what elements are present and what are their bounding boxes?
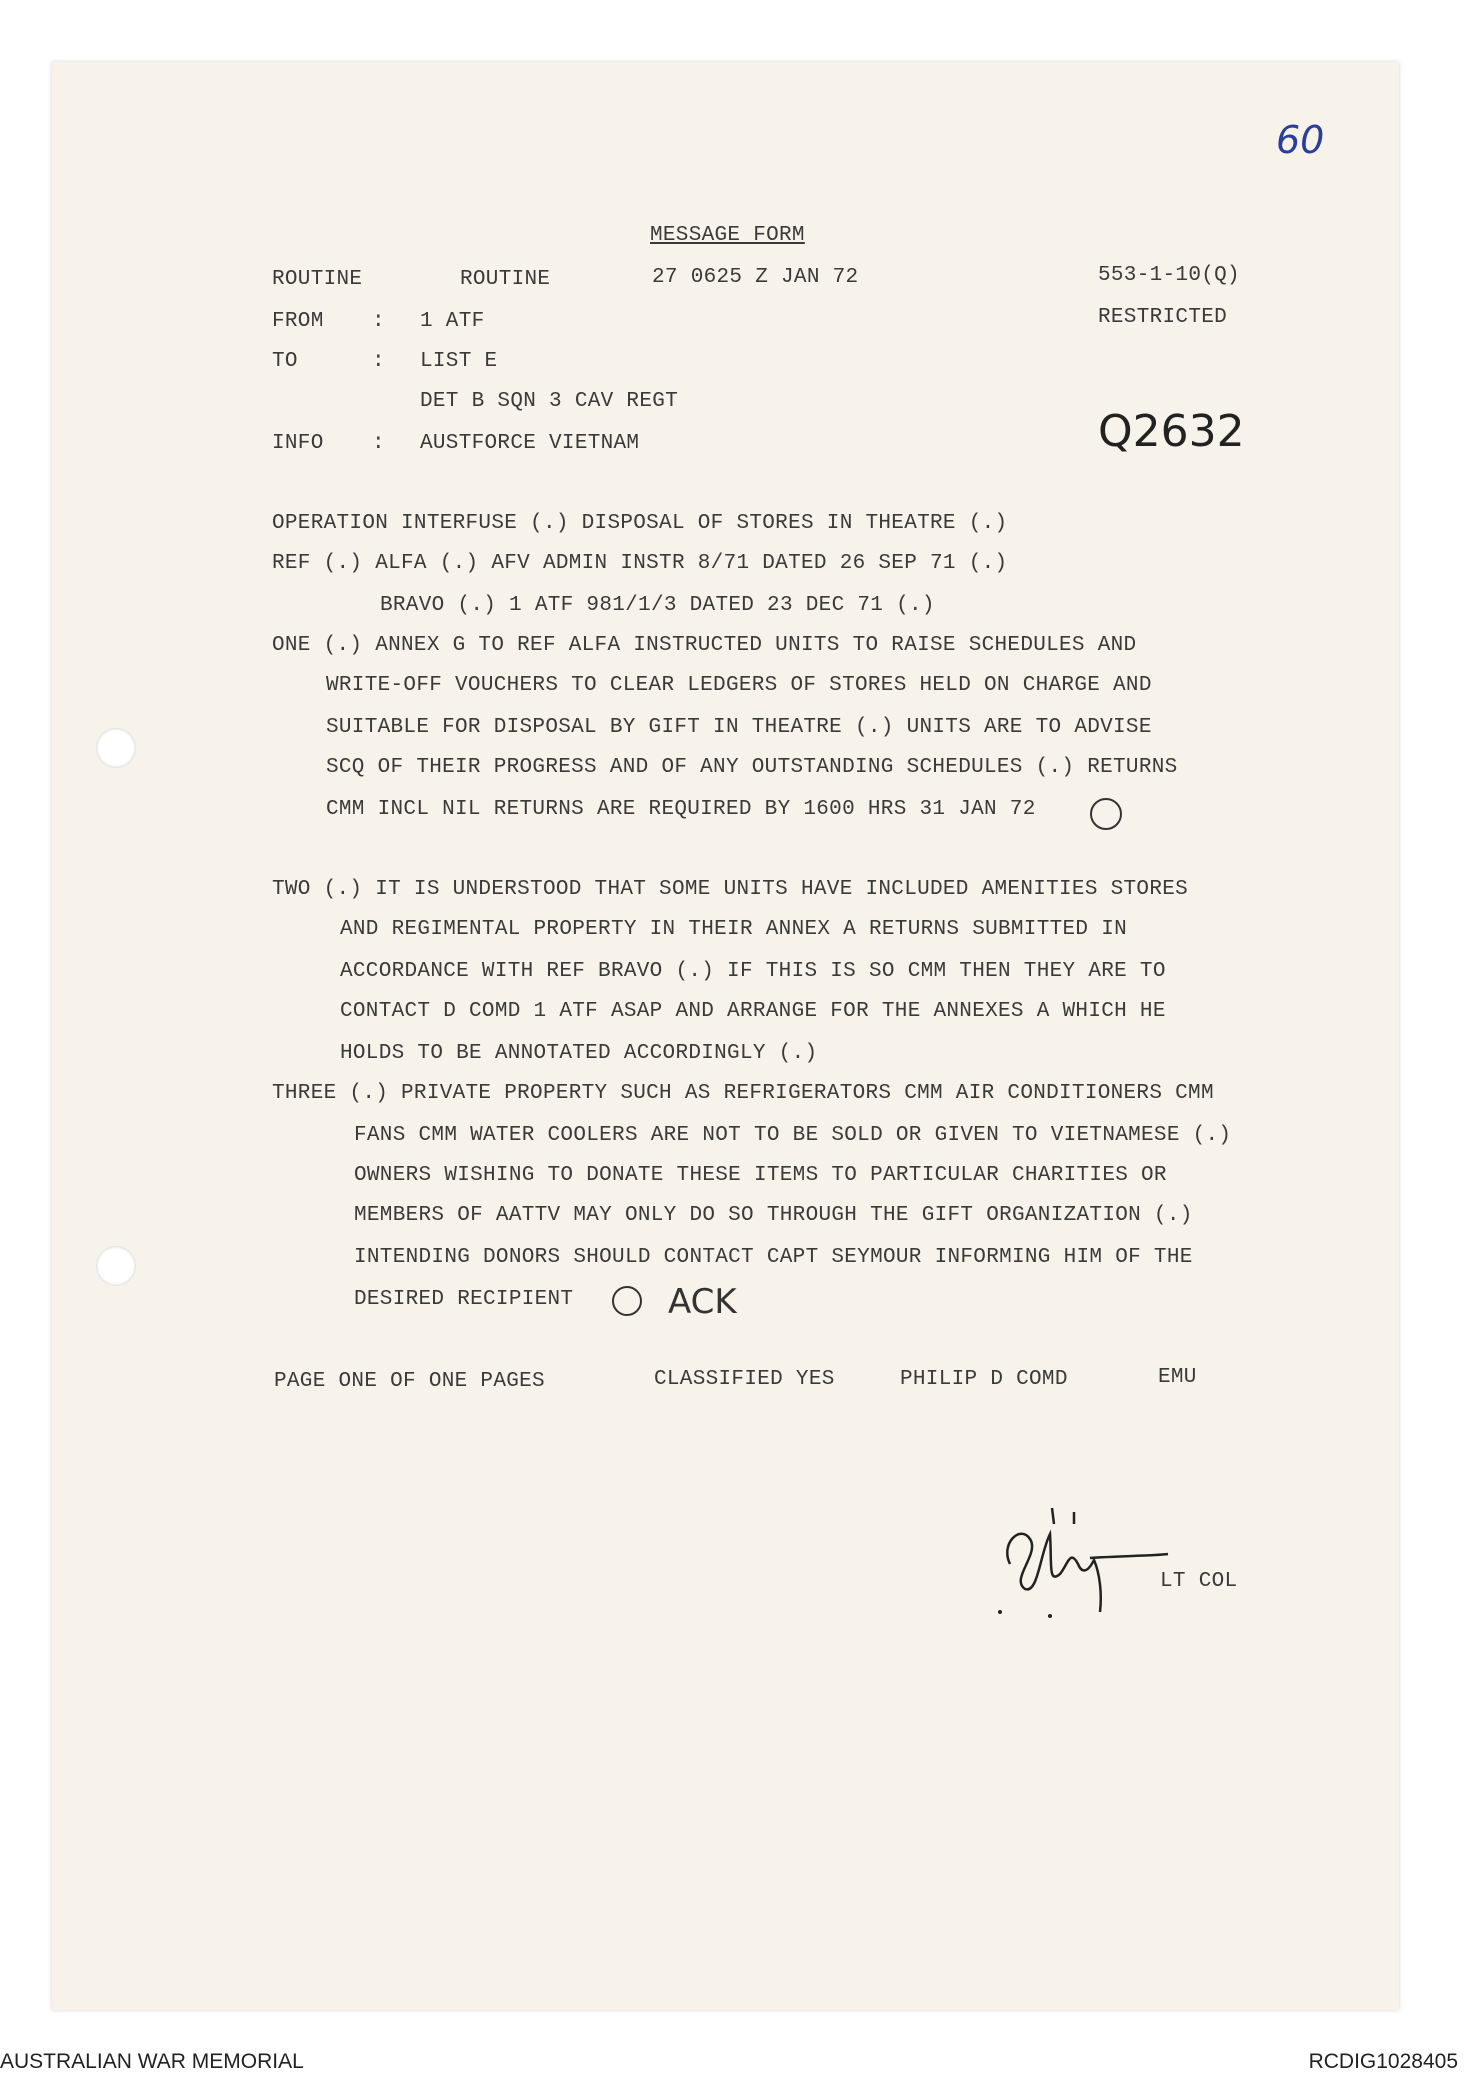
body-line: WRITE-OFF VOUCHERS TO CLEAR LEDGERS OF STORES HELD ON CHARGE AND	[326, 674, 1152, 697]
to-value-2: DET B SQN 3 CAV REGT	[420, 390, 679, 413]
body-line: CONTACT D COMD 1 ATF ASAP AND ARRANGE FOR THE ANNEXES A WHICH HE	[340, 1000, 1166, 1023]
precedence-action: ROUTINE	[272, 268, 363, 291]
to-value: LIST E	[420, 350, 498, 373]
body-line: OPERATION INTERFUSE (.) DISPOSAL OF STORES IN THEATRE (.)	[272, 512, 1008, 535]
form-title: MESSAGE FORM	[650, 224, 805, 247]
signature-rank: LT COL	[1160, 1570, 1238, 1593]
from-label: FROM	[272, 310, 324, 333]
body-line: BRAVO (.) 1 ATF 981/1/3 DATED 23 DEC 71 (.)	[380, 594, 935, 617]
page-count: PAGE ONE OF ONE PAGES	[274, 1370, 545, 1393]
body-line: DESIRED RECIPIENT	[354, 1288, 574, 1311]
handwritten-full-stop-circle	[1090, 798, 1122, 830]
originator: PHILIP D COMD	[900, 1368, 1068, 1391]
body-line: INTENDING DONORS SHOULD CONTACT CAPT SEYMOUR INFORMING HIM OF THE	[354, 1246, 1193, 1269]
info-sep: :	[372, 432, 385, 455]
punch-hole	[96, 728, 136, 768]
classification: RESTRICTED	[1098, 306, 1228, 329]
body-line: THREE (.) PRIVATE PROPERTY SUCH AS REFRIGERATORS CMM AIR CONDITIONERS CMM	[272, 1082, 1214, 1105]
body-line: SUITABLE FOR DISPOSAL BY GIFT IN THEATRE (.) UNITS ARE TO ADVISE	[326, 716, 1152, 739]
archive-id: RCDIG1028405	[1308, 2050, 1458, 2073]
from-sep: :	[372, 310, 385, 333]
body-line: REF (.) ALFA (.) AFV ADMIN INSTR 8/71 DATED 26 SEP 71 (.)	[272, 552, 1008, 575]
body-line: MEMBERS OF AATTV MAY ONLY DO SO THROUGH THE GIFT ORGANIZATION (.)	[354, 1204, 1193, 1227]
serial-number: Q2632	[1098, 406, 1245, 457]
body-line: FANS CMM WATER COOLERS ARE NOT TO BE SOLD OR GIVEN TO VIETNAMESE (.)	[354, 1124, 1232, 1147]
body-line: TWO (.) IT IS UNDERSTOOD THAT SOME UNITS HAVE INCLUDED AMENITIES STORES	[272, 878, 1189, 901]
document-page	[52, 62, 1399, 2010]
body-line: CMM INCL NIL RETURNS ARE REQUIRED BY 1600 HRS 31 JAN 72	[326, 798, 1036, 821]
archive-source: AUSTRALIAN WAR MEMORIAL	[0, 2050, 304, 2073]
body-line: HOLDS TO BE ANNOTATED ACCORDINGLY (.)	[340, 1042, 818, 1065]
signature	[990, 1494, 1170, 1624]
body-line: ACCORDANCE WITH REF BRAVO (.) IF THIS IS SO CMM THEN THEY ARE TO	[340, 960, 1166, 983]
from-value: 1 ATF	[420, 310, 485, 333]
to-label: TO	[272, 350, 298, 373]
code-word: EMU	[1158, 1366, 1197, 1389]
body-line: AND REGIMENTAL PROPERTY IN THEIR ANNEX A RETURNS SUBMITTED IN	[340, 918, 1128, 941]
body-line: ONE (.) ANNEX G TO REF ALFA INSTRUCTED UNITS TO RAISE SCHEDULES AND	[272, 634, 1137, 657]
precedence-info: ROUTINE	[460, 268, 551, 291]
file-reference: 553-1-10(Q)	[1098, 264, 1240, 287]
handwritten-ack: ACK	[668, 1282, 737, 1322]
handwritten-full-stop-circle	[612, 1286, 642, 1316]
info-label: INFO	[272, 432, 324, 455]
to-sep: :	[372, 350, 385, 373]
info-value: AUSTFORCE VIETNAM	[420, 432, 640, 455]
body-line: SCQ OF THEIR PROGRESS AND OF ANY OUTSTANDING SCHEDULES (.) RETURNS	[326, 756, 1178, 779]
date-time-group: 27 0625 Z JAN 72	[652, 266, 859, 289]
body-line: OWNERS WISHING TO DONATE THESE ITEMS TO PARTICULAR CHARITIES OR	[354, 1164, 1167, 1187]
punch-hole	[96, 1246, 136, 1286]
page-number: 60	[1276, 118, 1325, 162]
classified-flag: CLASSIFIED YES	[654, 1368, 835, 1391]
